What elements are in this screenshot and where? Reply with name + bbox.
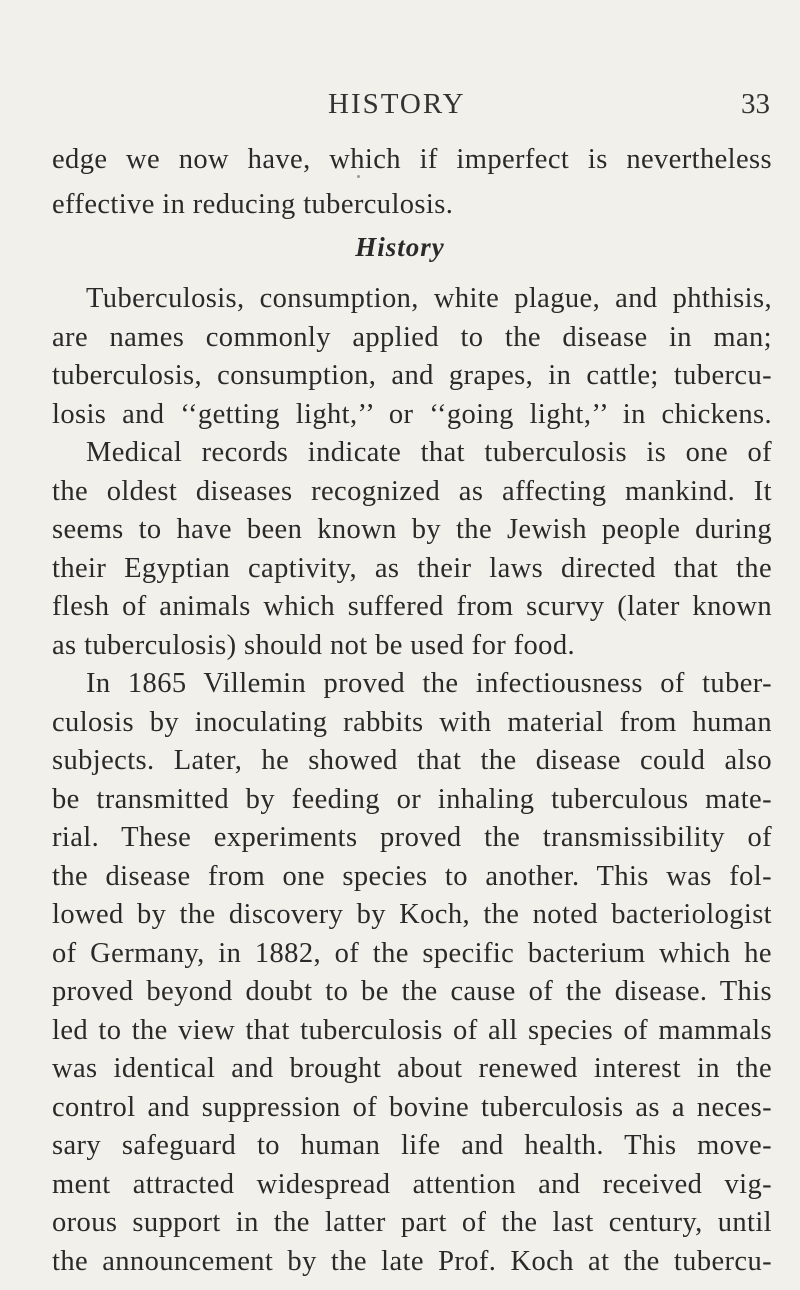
text-line: losis and ‘‘getting light,’’ or ‘‘going light,’’ in chickens. — [52, 398, 772, 430]
text-line: rial. These experiments proved the transmissibility of — [52, 822, 772, 853]
text-line: led to the view that tuberculosis of all species of mammals — [52, 1014, 772, 1046]
ink-speck — [357, 175, 360, 178]
text-line: orous support in the latter part of the last century, until — [52, 1207, 772, 1238]
text-line: are names commonly applied to the disease in man; — [52, 321, 772, 353]
running-head — [0, 88, 800, 128]
text-line: Medical records indicate that tuberculosis is one of — [86, 437, 772, 468]
text-line: ment attracted widespread attention and received vig- — [52, 1168, 772, 1200]
text-line: as tuberculosis) should not be used for food. — [52, 629, 575, 661]
text-line: culosis by inoculating rabbits with material from human — [52, 706, 772, 738]
text-line: the disease from one species to another. This was fol- — [52, 860, 772, 892]
text-line: subjects. Later, he showed that the disease could also — [52, 745, 772, 776]
text-line: Tuberculosis, consumption, white plague, and phthisis, — [86, 283, 772, 314]
text-line: effective in reducing tuberculosis. — [52, 189, 454, 220]
text-line: tuberculosis, consumption, and grapes, in cattle; tubercu- — [52, 360, 772, 391]
text-line: the announcement by the late Prof. Koch at the tubercu- — [52, 1245, 772, 1277]
text-line: seems to have been known by the Jewish people during — [52, 514, 772, 545]
text-line: In 1865 Villemin proved the infectiousness of tuber- — [86, 668, 772, 699]
text-line: proved beyond doubt to be the cause of the disease. This — [52, 976, 772, 1007]
text-line: was identical and brought about renewed interest in the — [52, 1053, 772, 1084]
text-line: sary safeguard to human life and health. This move- — [52, 1130, 772, 1161]
text-line: the oldest diseases recognized as affecting mankind. It — [52, 475, 772, 507]
text-line: be transmitted by feeding or inhaling tuberculous mate- — [52, 783, 772, 815]
text-line: lowed by the discovery by Koch, the noted bacteriologist — [52, 899, 772, 930]
text-line: edge we now have, which if imperfect is nevertheless — [52, 144, 772, 175]
running-title: HISTORY — [328, 88, 466, 120]
text-line: their Egyptian captivity, as their laws directed that the — [52, 552, 772, 584]
text-line: control and suppression of bovine tuberculosis as a neces- — [52, 1091, 772, 1123]
text-line: of Germany, in 1882, of the specific bacterium which he — [52, 937, 772, 969]
page-number: 33 — [741, 88, 770, 120]
text-line: flesh of animals which suffered from scurvy (later known — [52, 591, 772, 622]
section-heading: History — [355, 232, 445, 262]
